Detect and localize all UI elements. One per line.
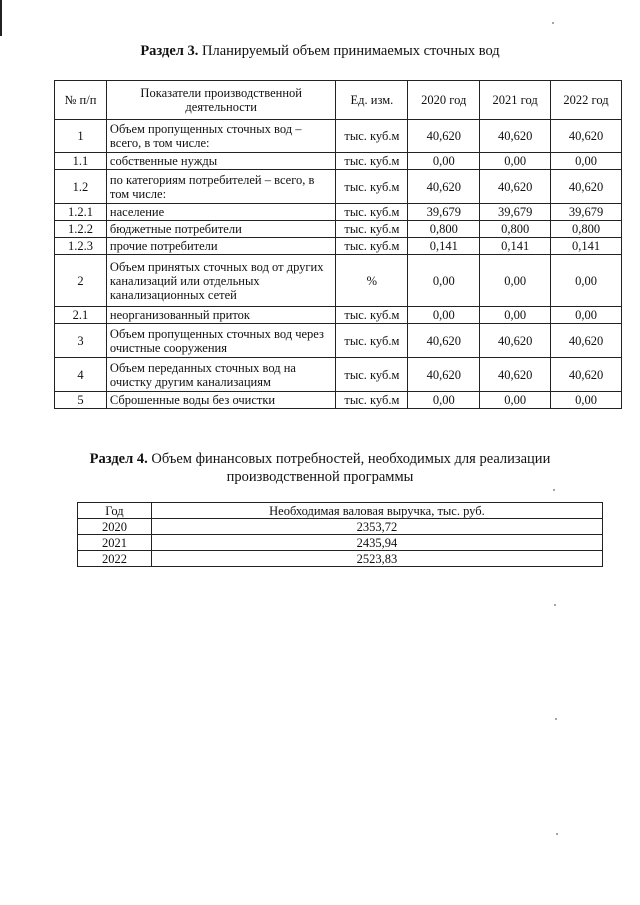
row-unit: тыс. куб.м	[336, 120, 408, 153]
row-2021: 40,620	[480, 358, 551, 392]
section-4-table	[77, 502, 603, 567]
row-2021: 0,141	[480, 238, 551, 255]
row-name: по категориям потребителей – всего, в том числе:	[106, 170, 336, 204]
row-year: 2021	[78, 535, 152, 551]
scan-speck	[552, 22, 554, 24]
table-row	[55, 238, 622, 255]
header-2022: 2022 год	[551, 81, 622, 120]
row-2021: 0,800	[480, 221, 551, 238]
row-num: 1.2.3	[55, 238, 107, 255]
row-unit: тыс. куб.м	[336, 170, 408, 204]
row-unit: тыс. куб.м	[336, 204, 408, 221]
row-2022: 0,800	[551, 221, 622, 238]
table-row	[55, 358, 622, 392]
row-2021: 40,620	[480, 170, 551, 204]
row-2021: 40,620	[480, 324, 551, 358]
row-revenue: 2523,83	[151, 551, 602, 567]
row-2021: 0,00	[480, 255, 551, 307]
row-name: Сброшенные воды без очистки	[106, 392, 336, 409]
row-2020: 0,00	[408, 255, 480, 307]
row-name: прочие потребители	[106, 238, 336, 255]
row-2020: 0,800	[408, 221, 480, 238]
row-num: 1.1	[55, 153, 107, 170]
row-2021: 0,00	[480, 153, 551, 170]
section-3-title	[0, 42, 640, 60]
row-unit: %	[336, 255, 408, 307]
scan-speck	[556, 833, 558, 835]
row-num: 1.2.1	[55, 204, 107, 221]
row-2022: 40,620	[551, 358, 622, 392]
row-2022: 40,620	[551, 170, 622, 204]
row-unit: тыс. куб.м	[336, 153, 408, 170]
row-name: Объем пропущенных сточных вод – всего, в том числе:	[106, 120, 336, 153]
section-4-title-bold: Раздел 4.	[89, 451, 148, 467]
header-unit: Ед. изм.	[336, 81, 408, 120]
table-row	[55, 120, 622, 153]
table-row	[78, 551, 603, 567]
row-name: неорганизованный приток	[106, 307, 336, 324]
section-3-table	[54, 80, 622, 409]
row-2022: 39,679	[551, 204, 622, 221]
row-unit: тыс. куб.м	[336, 324, 408, 358]
row-2020: 40,620	[408, 358, 480, 392]
row-num: 1.2	[55, 170, 107, 204]
table-row	[55, 221, 622, 238]
row-name: собственные нужды	[106, 153, 336, 170]
header-num: № п/п	[55, 81, 107, 120]
header-indicator: Показатели производственной деятельности	[106, 81, 336, 120]
section-4-title-line2: производственной программы	[226, 469, 414, 485]
row-name: Объем пропущенных сточных вод через очистные сооружения	[106, 324, 336, 358]
table-row	[55, 324, 622, 358]
table-row	[55, 204, 622, 221]
row-2021: 39,679	[480, 204, 551, 221]
row-2022: 40,620	[551, 324, 622, 358]
row-num: 1	[55, 120, 107, 153]
scan-edge-rule	[0, 0, 2, 36]
row-num: 3	[55, 324, 107, 358]
scan-speck	[554, 604, 556, 606]
table-row	[55, 392, 622, 409]
row-2022: 0,141	[551, 238, 622, 255]
header-revenue: Необходимая валовая выручка, тыс. руб.	[151, 503, 602, 519]
section-3-title-text: Планируемый объем принимаемых сточных вод	[198, 43, 500, 59]
row-2020: 40,620	[408, 170, 480, 204]
row-2022: 0,00	[551, 307, 622, 324]
row-2020: 39,679	[408, 204, 480, 221]
row-2022: 40,620	[551, 120, 622, 153]
section-4-title	[0, 450, 640, 486]
row-2022: 0,00	[551, 392, 622, 409]
row-name: Объем переданных сточных вод на очистку другим канализациям	[106, 358, 336, 392]
row-unit: тыс. куб.м	[336, 358, 408, 392]
row-num: 5	[55, 392, 107, 409]
table-row	[55, 307, 622, 324]
table-row	[55, 153, 622, 170]
row-num: 1.2.2	[55, 221, 107, 238]
row-2021: 40,620	[480, 120, 551, 153]
row-unit: тыс. куб.м	[336, 392, 408, 409]
row-revenue: 2353,72	[151, 519, 602, 535]
row-2021: 0,00	[480, 307, 551, 324]
row-2020: 40,620	[408, 120, 480, 153]
table-row	[78, 519, 603, 535]
row-unit: тыс. куб.м	[336, 238, 408, 255]
table-header-row	[78, 503, 603, 519]
table-row	[55, 170, 622, 204]
row-2020: 0,00	[408, 392, 480, 409]
row-name: бюджетные потребители	[106, 221, 336, 238]
row-name: Объем принятых сточных вод от других канализаций или отдельных канализационных сетей	[106, 255, 336, 307]
header-2021: 2021 год	[480, 81, 551, 120]
row-2022: 0,00	[551, 153, 622, 170]
header-year: Год	[78, 503, 152, 519]
row-num: 2	[55, 255, 107, 307]
scan-speck	[555, 718, 557, 720]
row-2021: 0,00	[480, 392, 551, 409]
header-2020: 2020 год	[408, 81, 480, 120]
section-4-title-text: Объем финансовых потребностей, необходимых для реализации	[147, 451, 551, 467]
row-revenue: 2435,94	[151, 535, 602, 551]
row-name: население	[106, 204, 336, 221]
row-unit: тыс. куб.м	[336, 221, 408, 238]
table-header-row	[55, 81, 622, 120]
row-2022: 0,00	[551, 255, 622, 307]
row-2020: 0,141	[408, 238, 480, 255]
scan-speck	[553, 489, 555, 491]
table-row	[78, 535, 603, 551]
row-unit: тыс. куб.м	[336, 307, 408, 324]
row-year: 2020	[78, 519, 152, 535]
section-3-title-bold: Раздел 3.	[140, 43, 199, 59]
row-num: 4	[55, 358, 107, 392]
row-2020: 0,00	[408, 153, 480, 170]
row-year: 2022	[78, 551, 152, 567]
row-2020: 40,620	[408, 324, 480, 358]
table-row	[55, 255, 622, 307]
row-num: 2.1	[55, 307, 107, 324]
row-2020: 0,00	[408, 307, 480, 324]
